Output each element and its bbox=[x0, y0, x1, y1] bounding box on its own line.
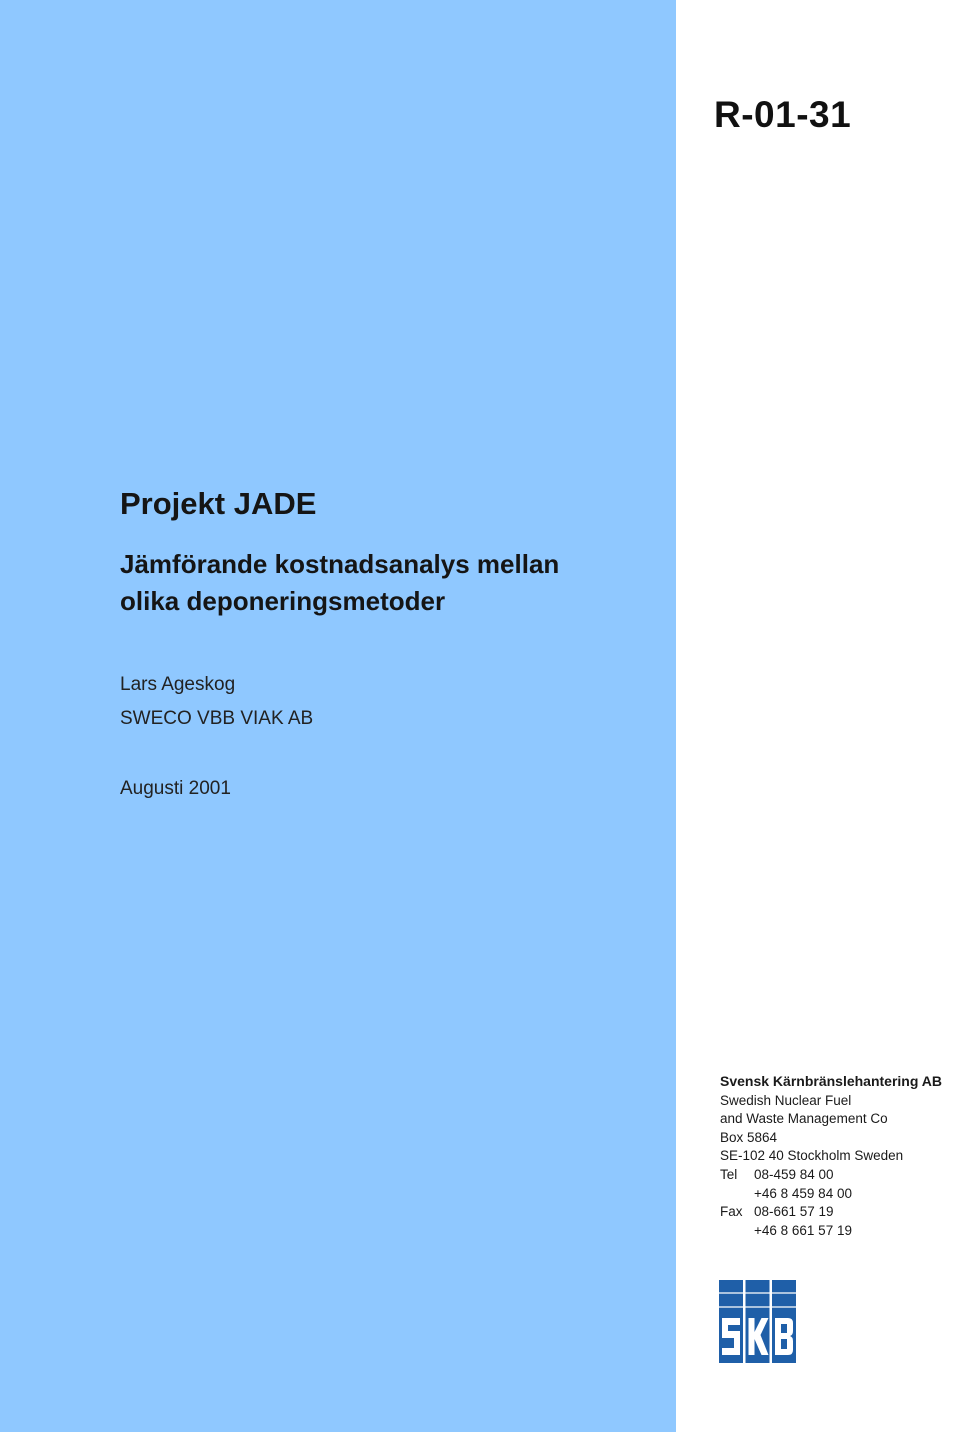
skb-logo bbox=[719, 1280, 796, 1363]
fax-intl-number: +46 8 661 57 19 bbox=[754, 1222, 852, 1238]
subtitle-line: olika deponeringsmetoder bbox=[120, 586, 446, 616]
author-affiliation: SWECO VBB VIAK AB bbox=[120, 708, 314, 729]
fax-intl-row bbox=[720, 1222, 956, 1241]
fax-number: 08-661 57 19 bbox=[754, 1204, 834, 1220]
tel-intl-row bbox=[720, 1185, 956, 1204]
author-name: Lars Ageskog bbox=[120, 674, 236, 695]
tel-number: 08-459 84 00 bbox=[754, 1166, 834, 1182]
author-block bbox=[120, 668, 313, 736]
publisher-box: Box 5864 bbox=[720, 1129, 778, 1145]
tel-label: Tel bbox=[720, 1166, 738, 1182]
fax-row bbox=[720, 1203, 956, 1222]
publisher-name: Svensk Kärnbränslehantering AB bbox=[720, 1073, 942, 1089]
publisher-english-name: and Waste Management Co bbox=[720, 1111, 888, 1127]
report-title: Projekt JADE bbox=[120, 486, 317, 521]
report-number: R-01-31 bbox=[714, 94, 852, 135]
publisher-english-name: Swedish Nuclear Fuel bbox=[720, 1092, 852, 1108]
publisher-block bbox=[720, 1072, 956, 1240]
subtitle-line: Jämförande kostnadsanalys mellan bbox=[120, 549, 560, 579]
report-subtitle bbox=[120, 546, 559, 620]
fax-label: Fax bbox=[720, 1204, 743, 1220]
publication-date: Augusti 2001 bbox=[120, 778, 231, 799]
tel-row bbox=[720, 1166, 956, 1185]
tel-intl-number: +46 8 459 84 00 bbox=[754, 1185, 852, 1201]
publisher-address: SE-102 40 Stockholm Sweden bbox=[720, 1148, 904, 1164]
